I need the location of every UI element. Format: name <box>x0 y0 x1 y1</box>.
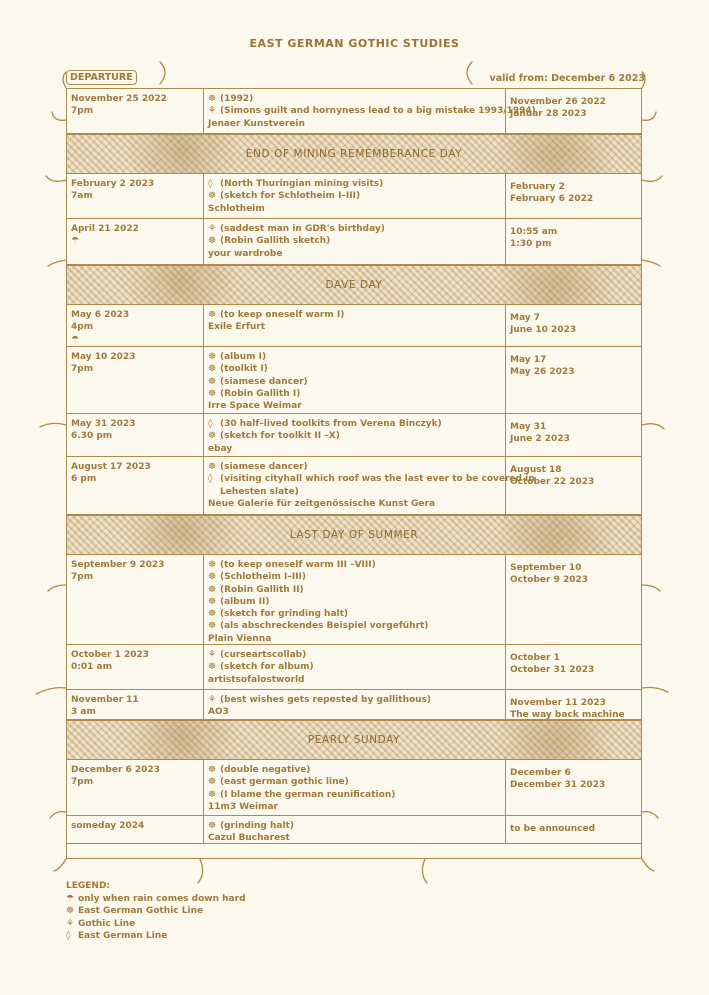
event-text: (curseartscollab) <box>220 650 307 660</box>
departure-cell <box>67 457 204 514</box>
event-cell <box>204 760 506 815</box>
legend-text: East German Gothic Line <box>78 906 204 916</box>
event-cell <box>204 89 536 133</box>
departure-date: someday 2024 <box>71 821 145 831</box>
departure-cell <box>67 816 204 843</box>
departure-date: September 9 2023 <box>71 560 165 570</box>
event-line <box>208 418 501 430</box>
event-text: (1992) <box>220 94 254 104</box>
arrival-date: The way back machine <box>510 710 625 721</box>
event-cell <box>204 555 506 644</box>
section-banner <box>67 265 641 305</box>
event-text: (sketch for album) <box>220 662 314 673</box>
departure-cell <box>67 305 204 346</box>
schedule-row <box>67 305 641 347</box>
schedule-row <box>67 347 641 414</box>
venue: Plain Vienna <box>208 633 272 644</box>
event-cell <box>204 414 506 456</box>
gothic-line-icon: ☸ <box>208 462 217 472</box>
departure-date: 6 pm <box>71 474 97 485</box>
arrival-date: October 1 <box>510 653 560 663</box>
arrival-date: November 26 2022 <box>510 97 606 107</box>
event-text: (saddest man in GDR's birthday) <box>220 224 385 234</box>
venue: ebay <box>208 443 233 454</box>
arrival-cell <box>506 816 643 843</box>
event-line <box>208 608 501 620</box>
venue: AO3 <box>208 707 229 718</box>
departure-cell <box>67 555 204 644</box>
departure-date: 6.30 pm <box>71 431 113 442</box>
departure-date: May 6 2023 <box>71 310 130 320</box>
departure-date: 7pm <box>71 572 94 583</box>
gothic-line-icon: ☸ <box>208 352 217 362</box>
departure-cell <box>67 690 204 719</box>
east-german-gothic-line-icon: ⚘ <box>208 106 217 117</box>
arrival-date: May 17 <box>510 355 547 365</box>
gothic-line-icon: ☸ <box>208 789 217 800</box>
event-text: (Simons guilt and hornyness lead to a big mistake 1993/1994) <box>220 106 536 117</box>
event-cell <box>204 174 506 218</box>
arrival-date: September 10 <box>510 563 582 573</box>
schedule-row <box>67 174 641 219</box>
gothic-line-icon: ☸ <box>208 376 217 387</box>
arrival-cell <box>506 347 643 413</box>
arrival-cell <box>506 89 643 133</box>
departure-date: 4pm <box>71 322 94 333</box>
gothic-line-icon: ☸ <box>208 191 217 202</box>
event-text: (east german gothic line) <box>220 777 349 788</box>
section-banner <box>67 134 641 174</box>
event-line <box>208 486 501 498</box>
departure-date: August 17 2023 <box>71 462 151 472</box>
departure-date: November 25 2022 <box>71 94 167 104</box>
gothic-line-icon: ☸ <box>66 906 75 916</box>
departure-date: 3 am <box>71 707 96 718</box>
event-line <box>208 309 501 321</box>
gothic-line-icon: ☸ <box>208 765 217 775</box>
schedule-row <box>67 89 641 134</box>
section-banner <box>67 515 641 555</box>
arrival-cell <box>506 555 643 644</box>
departure-date: 7am <box>71 191 93 202</box>
arrival-date: to be announced <box>510 824 596 834</box>
departure-date: November 11 <box>71 695 139 705</box>
schedule-row <box>67 414 641 457</box>
gothic-line-icon: ☸ <box>208 388 217 399</box>
arrival-cell <box>506 174 643 218</box>
schedule-row <box>67 219 641 265</box>
event-cell <box>204 305 506 346</box>
arrival-date: February 6 2022 <box>510 194 594 205</box>
arrival-date: May 26 2023 <box>510 367 575 378</box>
departure-date: May 10 2023 <box>71 352 136 362</box>
event-text: (visiting cityhall which roof was the last ever to be covered in <box>220 474 535 485</box>
arrival-date: February 2 <box>510 182 565 192</box>
schedule-row <box>67 457 641 515</box>
event-text: (North Thuringian mining visits) <box>220 179 384 189</box>
event-line <box>208 584 501 596</box>
schedule-row <box>67 816 641 844</box>
departure-cell <box>67 89 204 133</box>
event-line <box>208 235 501 247</box>
event-line <box>208 649 501 661</box>
event-cell <box>204 645 506 689</box>
gothic-line-icon: ☸ <box>208 609 217 620</box>
schedule-row <box>67 760 641 816</box>
departure-date: December 6 2023 <box>71 765 160 775</box>
event-text: (to keep oneself warm III –VIII) <box>220 560 376 570</box>
arrival-date: October 22 2023 <box>510 477 595 488</box>
departure-cell <box>67 414 204 456</box>
east-german-line-icon: ◊ <box>208 179 213 189</box>
event-cell <box>204 457 535 514</box>
venue: Neue Galerie für zeitgenössische Kunst Gera <box>208 498 436 509</box>
banner-title: END OF MINING REMEMBERANCE DAY <box>245 148 463 160</box>
departure-date: October 1 2023 <box>71 650 150 660</box>
arrival-cell <box>506 645 643 689</box>
arrival-date: December 6 <box>510 768 571 778</box>
event-line <box>208 105 536 117</box>
departure-cell <box>67 219 204 264</box>
venue: Cazul Bucharest <box>208 833 290 844</box>
event-line <box>208 351 501 363</box>
event-text: (I blame the german reunification) <box>220 789 396 800</box>
event-line <box>208 789 501 801</box>
schedule-row <box>67 555 641 645</box>
arrival-date: November 11 2023 <box>510 698 606 708</box>
event-cell <box>204 347 506 413</box>
gothic-line-icon: ☸ <box>208 621 217 632</box>
event-text: (to keep oneself warm I) <box>220 310 345 320</box>
event-line <box>208 559 501 571</box>
arrival-cell <box>506 760 643 815</box>
event-line <box>208 661 501 673</box>
legend-heading: LEGEND: <box>66 881 111 891</box>
east-german-line-icon: ◊ <box>208 419 213 429</box>
event-line <box>208 620 501 632</box>
departure-cell <box>67 347 204 413</box>
valid-from-label: valid from: December 6 2023 <box>489 73 645 84</box>
event-line <box>208 820 501 832</box>
section-banner <box>67 720 641 760</box>
schedule-row <box>67 690 641 720</box>
departure-date: 7pm <box>71 106 94 117</box>
event-text: (siamese dancer) <box>220 462 308 472</box>
arrival-date: May 7 <box>510 313 541 323</box>
arrival-date: October 9 2023 <box>510 575 589 586</box>
east-german-gothic-line-icon: ⚘ <box>208 224 217 234</box>
departure-date: 7pm <box>71 777 94 788</box>
gothic-line-icon: ☸ <box>208 364 217 375</box>
gothic-line-icon: ☸ <box>208 236 217 247</box>
gothic-line-icon: ☸ <box>208 94 217 104</box>
departure-date: 0:01 am <box>71 662 112 673</box>
banner-title: PEARLY SUNDAY <box>307 734 401 746</box>
event-text: (album II) <box>220 596 270 607</box>
east-german-line-icon: ◊ <box>66 931 71 941</box>
arrival-cell <box>506 414 643 456</box>
venue: 11m3 Weimar <box>208 801 278 812</box>
event-text: (best wishes gets reposted by gallithous) <box>220 695 432 705</box>
event-cell <box>204 816 506 843</box>
departure-label: DEPARTURE <box>66 70 137 85</box>
gothic-line-icon: ☸ <box>208 777 217 788</box>
gothic-line-icon: ☸ <box>208 821 217 831</box>
gothic-line-icon: ☸ <box>208 572 217 583</box>
departure-date: February 2 2023 <box>71 179 155 189</box>
legend-item <box>66 918 246 931</box>
east-german-gothic-line-icon: ⚘ <box>208 695 217 705</box>
legend-item <box>66 930 246 943</box>
gothic-line-icon: ☸ <box>208 310 217 320</box>
event-text: (toolkit I) <box>220 364 268 375</box>
event-text: (double negative) <box>220 765 311 775</box>
gothic-line-icon: ☸ <box>208 431 217 442</box>
arrival-date: December 31 2023 <box>510 780 606 791</box>
arrival-cell <box>506 457 643 514</box>
event-text: (als abschreckendes Beispiel vorgeführt) <box>220 621 429 632</box>
legend <box>66 880 246 943</box>
event-line <box>208 461 501 473</box>
departure-date: May 31 2023 <box>71 419 136 429</box>
page-title: EAST GERMAN GOTHIC STUDIES <box>249 37 460 50</box>
schedule-table <box>66 88 642 859</box>
gothic-line-icon: ☸ <box>208 584 217 595</box>
rain-icon: ☂ <box>66 893 75 904</box>
arrival-cell <box>506 690 643 719</box>
event-text: (sketch for grinding halt) <box>220 609 349 620</box>
banner-title: DAVE DAY <box>325 279 383 291</box>
arrival-date: August 18 <box>510 465 562 475</box>
event-line <box>208 764 501 776</box>
venue: Exile Erfurt <box>208 322 266 333</box>
event-line <box>208 473 535 485</box>
venue: Jenaer Kunstverein <box>208 118 305 129</box>
event-text: (siamese dancer) <box>220 376 308 387</box>
arrival-cell <box>506 305 643 346</box>
venue: artistsofalostworld <box>208 674 305 685</box>
event-line <box>208 694 501 706</box>
arrival-date: May 31 <box>510 422 547 432</box>
east-german-gothic-line-icon: ⚘ <box>66 918 75 929</box>
arrival-date: June 10 2023 <box>510 325 577 336</box>
gothic-line-icon: ☸ <box>208 560 217 570</box>
event-line <box>208 430 501 442</box>
event-line <box>208 363 501 375</box>
event-line <box>208 571 501 583</box>
venue: Irre Space Weimar <box>208 401 302 412</box>
event-text: (Robin Gallith I) <box>220 388 301 399</box>
departure-date: April 21 2022 <box>71 224 139 234</box>
arrival-cell <box>506 219 643 264</box>
departure-date: 7pm <box>71 364 94 375</box>
east-german-line-icon: ◊ <box>208 474 213 485</box>
legend-item <box>66 905 246 918</box>
event-line <box>208 776 501 788</box>
event-line <box>208 388 501 400</box>
event-text: (Robin Gallith sketch) <box>220 236 331 247</box>
event-line <box>208 190 501 202</box>
arrival-date: 1:30 pm <box>510 239 552 250</box>
event-text: (sketch for toolkit II –X) <box>220 431 340 442</box>
arrival-date: 10:55 am <box>510 227 558 237</box>
event-text: (grinding halt) <box>220 821 294 831</box>
departure-cell <box>67 760 204 815</box>
gothic-line-icon: ☸ <box>208 662 217 673</box>
departure-date: ☂ <box>71 236 80 247</box>
gothic-line-icon: ☸ <box>208 596 217 607</box>
arrival-date: Januar 28 2023 <box>510 109 587 120</box>
schedule-row <box>67 645 641 690</box>
east-german-gothic-line-icon: ⚘ <box>208 650 217 660</box>
event-line <box>208 93 501 105</box>
event-text: (album I) <box>220 352 267 362</box>
legend-item <box>66 893 246 906</box>
departure-cell <box>67 645 204 689</box>
event-text: (Robin Gallith II) <box>220 584 304 595</box>
venue: Schlotheim <box>208 203 265 214</box>
event-cell <box>204 219 506 264</box>
arrival-date: June 2 2023 <box>510 434 570 445</box>
event-text: (30 half–lived toolkits from Verena Binczyk) <box>220 419 442 429</box>
event-line <box>208 223 501 235</box>
event-line <box>208 178 501 190</box>
event-line <box>208 376 501 388</box>
arrival-date: October 31 2023 <box>510 665 595 676</box>
event-text: Lehesten slate) <box>220 486 299 497</box>
departure-cell <box>67 174 204 218</box>
legend-text: Gothic Line <box>78 918 136 929</box>
legend-text: only when rain comes down hard <box>78 893 246 904</box>
event-text: (Schlotheim I–III) <box>220 572 307 583</box>
event-cell <box>204 690 506 719</box>
legend-text: East German Line <box>78 931 168 941</box>
banner-title: LAST DAY OF SUMMER <box>289 529 419 541</box>
event-text: (sketch for Schlotheim I–III) <box>220 191 361 202</box>
event-line <box>208 596 501 608</box>
departure-date: ☂ <box>71 334 80 345</box>
venue: your wardrobe <box>208 248 283 259</box>
